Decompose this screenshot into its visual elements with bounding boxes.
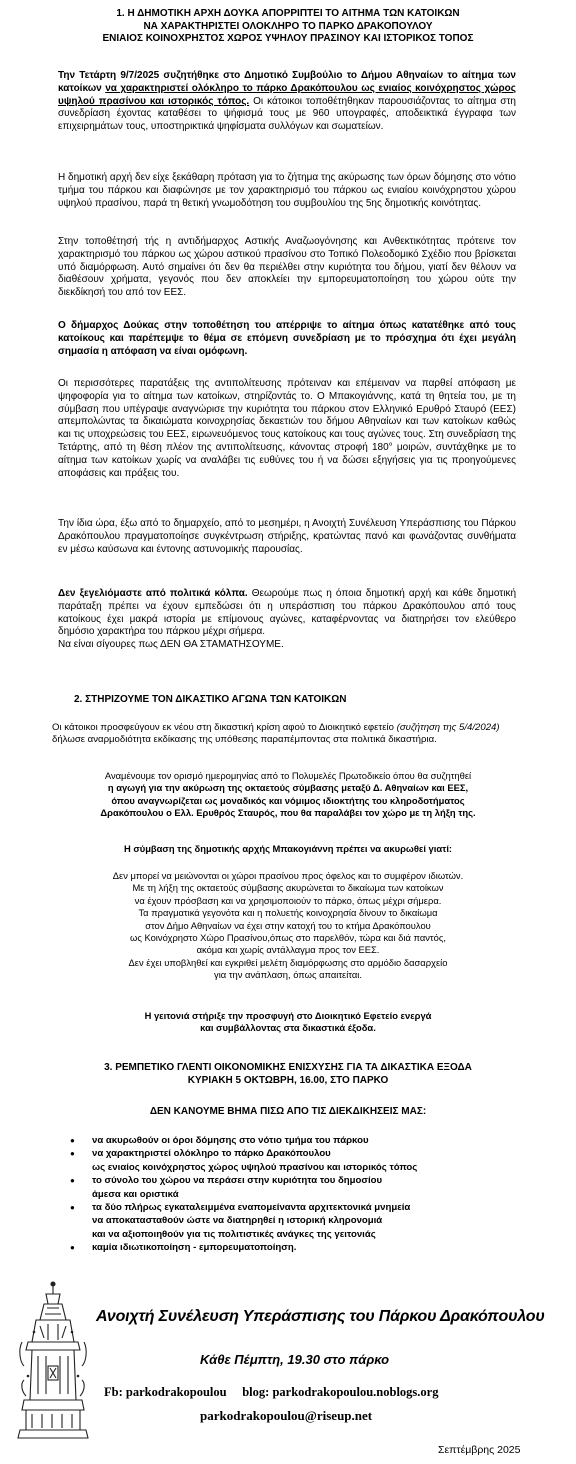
underlined-demand: να χαρακτηριστεί ολόκληρο το πάρκο Δρακόπουλου ως ενιαίος κοινόχρηστος χώρος υψηλού πρασίνου και ιστορικός τόπος. [58, 82, 516, 107]
demand-line: ● καμία ιδιωτικοποίηση - εμπορευματοποίηση. [92, 1242, 297, 1254]
section-1-paragraph-7 [58, 588, 516, 652]
support-line: και συμβάλλοντας στα δικαστικά έξοδα. [200, 1022, 376, 1034]
section-1-heading [40, 8, 536, 46]
demand-item [70, 1147, 490, 1174]
hand-drawn-tower-logo-icon [14, 1280, 92, 1450]
paragraph-rest: Θεωρούμε πως η όποια δημοτική αρχή και κάθε δημοτική παράταξη πρέπει να έχουν εμπεδώσει ότι η υπεράσπιση του πάρκου Δρακόπουλου από τους κατοίκους έχει μακρά ιστορία με επίμονους αγώνες, καταφέρνοντας να διατηρήσει τον ελεύθερο δημόσιο χαρακτήρα του πάρκου μέχρι σήμερα. [58, 588, 517, 638]
why-heading: Η σύμβαση της δημοτικής αρχής Μπακογιάννη πρέπει να ακυρωθεί γιατί: [123, 843, 453, 854]
why-list [40, 870, 536, 982]
section-2-paragraph-2 [40, 770, 536, 820]
text-line: Αναμένουμε τον ορισμό ημερομηνίας από το Πολυμελές Πρωτοδικείο όπου θα συζητηθεί [104, 770, 472, 781]
bold-lead: Την Τετάρτη 9/7/2025 συζητήθηκε στο Δημοτικό Συμβούλιο το Δήμου Αθηναίων το αίτημα των κατοίκων [58, 70, 516, 94]
why-line: ως Κοινόχρηστο Χώρο Πρασίνου,όπως στο παρελθόν, τώρα και διά παντός, [130, 932, 446, 944]
bold-line: η αγωγή για την ακύρωση της οκταετούς σύμβασης μεταξύ Δ. Αθηναίων και ΕΕΣ, [107, 782, 469, 794]
bold-line: Δρακόπουλου ο Ελλ. Ερυθρός Σταυρός, που θα παραλάβει τον χώρο με τη λήξη της. [100, 807, 476, 819]
section-1-paragraph-6: Την ίδια ώρα, έξω από το δημαρχείο, από το μεσημέρι, η Ανοιχτή Συνέλευση Υπεράσπισης του Πάρκου Δρακόπουλου πραγματοποίησε συγκέντρωση στήριξης, κρατώντας πανό και φωνάζοντας συνθήματα εν μέσω καύσωνα και έντονης αστυνομικής παρουσίας. [58, 518, 516, 555]
section-1-paragraph-1 [58, 70, 516, 134]
why-line: Δεν έχει υποβληθεί και εγκριθεί μελέτη διαμόρφωσης στο αρμόδιο δασαρχείο [128, 956, 448, 968]
no-step-back-heading: ΔΕΝ ΚΑΝΟΥΜΕ ΒΗΜΑ ΠΙΣΩ ΑΠΟ ΤΙΣ ΔΙΕΚΔΙΚΗΣΕΙΣ ΜΑΣ: [149, 1106, 427, 1117]
why-line: Με τη λήξη της οκταετούς σύμβασης ακυρώνεται το δικαίωμα των κατοίκων [132, 882, 444, 894]
demand-line: ● να χαρακτηριστεί ολόκληρο το πάρκο Δρακόπουλου [92, 1148, 331, 1160]
why-line: ακόμα και χωρίς αντάλλαγμα προς τον ΕΕΣ. [196, 944, 380, 956]
text-run: Οι κάτοικοι προσφεύγουν εκ νέου στη δικαστική κρίση αφού το Διοικητικό εφετείο [52, 722, 397, 733]
bold-lead: Δεν ξεγελιόμαστε από πολιτικά κόλπα. [58, 588, 248, 599]
demand-line: άμεσα και οριστικά [92, 1188, 179, 1200]
heading-line: 3. ΡΕΜΠΕΤΙΚΟ ΓΛΕΝΤΙ ΟΙΚΟΝΟΜΙΚΗΣ ΕΝΙΣΧΥΣΗΣ ΓΙΑ ΤΑ ΔΙΚΑΣΤΙΚΑ ΕΞΟΔΑ [104, 1062, 472, 1073]
heading-line: 1. Η ΔΗΜΟΤΙΚΗ ΑΡΧΗ ΔΟΥΚΑ ΑΠΟΡΡΙΠΤΕΙ ΤΟ ΑΙΤΗΜΑ ΤΩΝ ΚΑΤΟΙΚΩΝ [116, 8, 460, 19]
why-line: στον Δήμο Αθηναίων να έχει στην κατοχή του το κτήμα Δρακόπουλου [145, 919, 431, 931]
heading-line: ΕΝΙΑΙΟΣ ΚΟΙΝΟΧΡΗΣΤΟΣ ΧΩΡΟΣ ΥΨΗΛΟΥ ΠΡΑΣΙΝΟΥ ΚΑΙ ΙΣΤΟΡΙΚΟΣ ΤΟΠΟΣ [102, 33, 474, 44]
why-line: Δεν μπορεί να μειώνονται οι χώροι πρασίνου προς όφελος και το συμφέρον ιδιωτών. [112, 870, 464, 881]
section-2-heading: 2. ΣΤΗΡΙΖΟΥΜΕ ΤΟΝ ΔΙΚΑΣΤΙΚΟ ΑΓΩΝΑ ΤΩΝ ΚΑΤΟΙΚΩΝ [74, 694, 347, 705]
text-run: δήλωσε αναρμοδιότητα εκδίκασης της υπόθεσης παραπέμποντας στα πολιτικά δικαστήρια. [52, 734, 437, 746]
demand-item [70, 1201, 490, 1241]
demand-line: ● να ακυρωθούν οι όροι δόμησης στο νότιο τμήμα του πάρκου [92, 1135, 369, 1146]
support-line: Η γειτονιά στήριξε την προσφυγή στο Διοικητικό Εφετείο ενεργά [144, 1010, 432, 1021]
why-line: Τα πραγματικά γεγονότα και η πολυετής κοινοχρησία δίνουν το δικαίωμα [138, 907, 438, 919]
meeting-schedule: Κάθε Πέμπτη, 19.30 στο πάρκο [200, 1352, 390, 1367]
social-links: Fb: parkodrakopoulou blog: parkodrakopoulou.noblogs.org [104, 1385, 439, 1399]
heading-line: ΝΑ ΧΑΡΑΚΤΗΡΙΣΤΕΙ ΟΛΟΚΛΗΡΟ ΤΟ ΠΑΡΚΟ ΔΡΑΚΟΠΟΥΛΟΥ [143, 20, 433, 32]
section-3-heading [40, 1062, 536, 1087]
issue-date: Σεπτέμβρης 2025 [438, 1444, 521, 1456]
closing-line: Να είναι σίγουρες πως ΔΕΝ ΘΑ ΣΤΑΜΑΤΗΣΟΥΜΕ. [58, 639, 284, 651]
why-line: να έχουν πρόσβαση και να χρησιμοποιούν το πάρκο, όπως μέχρι σήμερα. [134, 894, 442, 906]
support-note [40, 1010, 536, 1035]
demands-list [70, 1134, 490, 1255]
contact-email: parkodrakopoulou@riseup.net [200, 1408, 373, 1423]
demand-item [70, 1134, 490, 1147]
demand-line: και να αξιοποιηθούν για τις πολιτιστικές ανάγκες της γειτονιάς [92, 1228, 376, 1240]
italic-date: (συζήτηση της 5/4/2024) [396, 722, 500, 733]
organization-name: Ανοιχτή Συνέλευση Υπεράσπισης του Πάρκου Δρακόπουλου [96, 1308, 545, 1325]
section-2-paragraph-1 [52, 722, 526, 747]
demand-line: ● τα δύο πλήρως εγκαταλειμμένα εναπομείναντα αρχιτεκτονικά μνημεία [92, 1202, 411, 1214]
bold-line: όπου αναγνωρίζεται ως μοναδικός και νόμιμος ιδιοκτήτης του κληροδοτήματος [111, 794, 465, 806]
section-1-paragraph-5: Οι περισσότερες παρατάξεις της αντιπολίτευσης πρότειναν και επέμειναν να παρθεί απόφαση με ψηφοφορία για το αίτημα των κατοίκων, στηρίζοντάς το. Ο Μπακογιάννης, κατά τη θητεία του, με τη σύμβαση που υπέγραψε αναγνώρισε την κυριότητα του πάρκου στον Ελληνικό Ερυθρό Σταυρό (ΕΕΣ) απεμπολώντας τα δικαιώματα κοινοχρησίας δεκαετιών του δήμου Αθηναίων και των κατοίκων καθώς και τις υποχρεώσεις του ΕΕΣ, ειρωνευόμενος τους κατοίκους και τους αγώνες τους. Στη συνεδρίαση της Τετάρτης, από τη θέση πλέον της αντιπολίτευσης, κάνοντας στροφή 180° μοιρών, συντάχθηκε με το αίτημα των κατοίκων χωρίς να αναλάβει τις ευθύνες του ή να δώσει εξηγήσεις για τις προηγούμενες αποφάσεις και πράξεις του. [58, 378, 516, 479]
demand-line: να αποκατασταθούν ώστε να διατηρηθεί η ιστορική κληρονομιά [92, 1215, 383, 1227]
demand-line: ● το σύνολο του χώρου να περάσει στην κυριότητα του δημοσίου [92, 1175, 383, 1187]
heading-line: ΚΥΡΙΑΚΗ 5 ΟΚΤΩΒΡΗ, 16.00, ΣΤΟ ΠΑΡΚΟ [187, 1074, 389, 1086]
why-line: για την ανάπλαση, όπως απαιτείται. [214, 969, 362, 981]
demand-item [70, 1174, 490, 1201]
section-1-paragraph-4: Ο δήμαρχος Δούκας στην τοποθέτηση του απέρριψε το αίτημα όπως κατατέθηκε από τους κατοίκους και παρέπεμψε το θέμα σε επόμενη συνεδρίαση με το πρόσχημα ότι έχει μεγάλη σημασία η απόφαση να είναι ομόφωνη. [58, 320, 516, 357]
section-1-paragraph-2: Η δημοτική αρχή δεν είχε ξεκάθαρη πρόταση για το ζήτημα της ακύρωσης των όρων δόμησης στο νότιο τμήμα του πάρκου και διαφώνησε με τον χαρακτηρισμό του πάρκου ως ενιαίου κοινόχρηστου χώρου υψηλού πρασίνου, παρά τη θετική γνωμοδότηση του συμβουλίου της 5ης δημοτικής κοινότητας. [58, 172, 516, 209]
paragraph-rest: Οι κάτοικοι τοποθέτηθηκαν παρουσιάζοντας το αίτημα στη συνεδρίαση έχοντας καταθέσει το ψήφισμά τους με 960 υπογραφές, αποδεικτικά έγγραφα των επιχειρημάτων τους, υποστηρικτικά ψηφίσματα συλλόγων και σωματείων. [58, 95, 516, 133]
demand-item [70, 1241, 490, 1254]
section-1-paragraph-3: Στην τοποθέτησή τής η αντιδήμαρχος Αστικής Αναζωογόνησης και Ανθεκτικότητας πρότεινε τον χαρακτηρισμό του πάρκου ως χώρου αστικού πρασίνου στο Τοπικό Πολεοδομικό Σχέδιο που βρίσκεται υπό διαμόρφωση. Αυτό σημαίνει ότι δεν θα περιέλθει στην κυριότητα του δήμου, γιατί δεν θέλουν να διαθέσουν χρήματα, γεγονός που δεν αποκλείει την εμπορευματοποίηση του χώρου ούτε την διεκδίκησή του από τον ΕΕΣ. [58, 236, 516, 299]
demand-line: ως ενιαίος κοινόχρηστος χώρος υψηλού πρασίνου και ιστορικός τόπος [92, 1161, 418, 1173]
